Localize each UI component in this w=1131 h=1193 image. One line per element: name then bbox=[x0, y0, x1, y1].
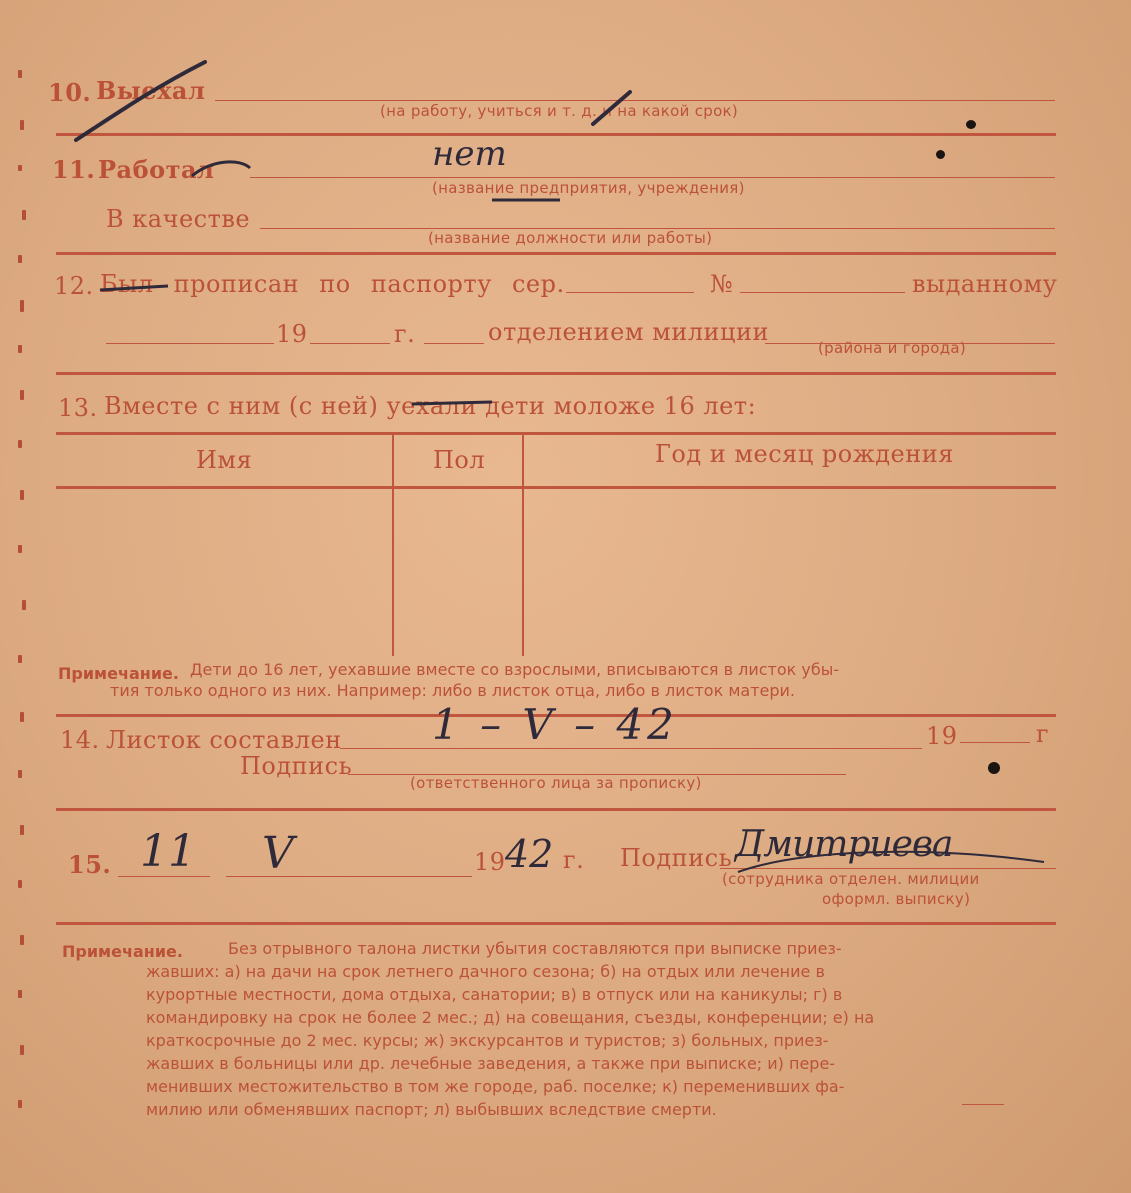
footer-note-line-3: курортные местности, дома отдыха, санатории; в) в отпуск или на каникулы; г) в bbox=[146, 985, 843, 1004]
table-note-line-1: Дети до 16 лет, уехавшие вместе со взрослыми, вписываются в листок убы- bbox=[190, 660, 840, 679]
strike-mark-10b bbox=[593, 92, 630, 124]
table-note-line-2: тия только одного из них. Например: либо в листок отца, либо в листок матери. bbox=[110, 681, 795, 700]
field-14-year: 19 bbox=[926, 722, 958, 750]
field-14-date: 1 – V – 42 bbox=[432, 700, 678, 749]
field-13-number: 13. bbox=[58, 394, 98, 422]
field-10-number: 10. bbox=[48, 78, 92, 107]
field-10-hint: (на работу, учиться и т. д. и на какой срок) bbox=[380, 102, 739, 120]
field-12-g: г. bbox=[394, 320, 416, 348]
field-11-role-label: В качестве bbox=[106, 205, 251, 233]
field-12-number-sign: № bbox=[710, 270, 734, 298]
strike-mark-11 bbox=[192, 162, 250, 176]
footer-note-line-6: жавших в больницы или др. лечебные заведения, а также при выписке; и) пере- bbox=[146, 1054, 836, 1073]
field-12-number: 12. bbox=[54, 272, 94, 300]
field-11-number: 11. bbox=[52, 155, 96, 184]
field-12-label: Был прописан по паспорту сер. bbox=[100, 270, 565, 298]
footer-note-line-7: менивших местожительство в том же городе, раб. поселке; к) переменивших фа- bbox=[146, 1077, 845, 1096]
table-header-birth: Год и месяц рождения bbox=[655, 440, 954, 468]
strike-mark-13 bbox=[412, 402, 492, 404]
field-11-value: нет bbox=[432, 134, 507, 174]
footer-note-line-2: жавших: а) на дачи на срок летнего дачного сезона; б) на отдых или лечение в bbox=[146, 962, 825, 981]
footer-note-line-8: милию или обменявших паспорт; л) выбывших вследствие смерти. bbox=[146, 1100, 717, 1119]
field-14-g: г bbox=[1036, 720, 1050, 748]
table-header-name: Имя bbox=[196, 446, 253, 474]
signature-flourish bbox=[738, 852, 1044, 872]
field-15-hint-2: оформл. выписку) bbox=[822, 890, 971, 908]
field-12-issued: выданному bbox=[912, 270, 1058, 298]
table-note-head: Примечание. bbox=[58, 664, 179, 683]
field-11-label: Работал bbox=[98, 155, 215, 184]
field-14-label: Листок составлен bbox=[106, 726, 342, 754]
field-15-day: 11 bbox=[140, 826, 196, 877]
field-14-hint: (ответственного лица за прописку) bbox=[410, 774, 702, 792]
table-header-sex: Пол bbox=[433, 446, 486, 474]
field-14-number: 14. bbox=[60, 726, 100, 754]
field-15-signature: Дмитриева bbox=[735, 824, 953, 865]
footer-note-line-5: краткосрочные до 2 мес. курсы; ж) экскурсантов и туристов; з) больных, приез- bbox=[146, 1031, 829, 1050]
field-11-role-hint: (название должности или работы) bbox=[428, 229, 713, 247]
field-15-year: 42 bbox=[505, 832, 554, 876]
footer-note-line-4: командировку на срок не более 2 мес.; д) на совещания, съезды, конференции; е) на bbox=[146, 1008, 875, 1027]
footer-note-head: Примечание. bbox=[62, 942, 183, 961]
field-12-hint: (района и города) bbox=[818, 339, 967, 357]
field-15-number: 15. bbox=[68, 850, 112, 879]
footer-note-line-1: Без отрывного талона листки убытия составляются при выписке приез- bbox=[228, 939, 842, 958]
field-15-g: г. bbox=[563, 846, 585, 874]
strike-mark-12 bbox=[100, 286, 168, 290]
field-15-year-prefix: 19 bbox=[474, 848, 506, 876]
field-13-label: Вместе с ним (с ней) уехали дети моложе 16 лет: bbox=[104, 392, 757, 420]
field-15-hint-1: (сотрудника отделен. милиции bbox=[722, 870, 980, 888]
field-15-month: V bbox=[262, 828, 294, 879]
field-14-sign-label: Подпись bbox=[240, 752, 353, 780]
field-10-label: Выехал bbox=[96, 76, 206, 105]
strike-mark-10 bbox=[76, 62, 205, 140]
field-12-year: 19 bbox=[276, 320, 308, 348]
field-12-by: отделением милиции bbox=[488, 318, 769, 346]
field-15-sign-label: Подпись bbox=[620, 844, 733, 872]
field-11-hint: (название предприятия, учреждения) bbox=[432, 179, 745, 197]
